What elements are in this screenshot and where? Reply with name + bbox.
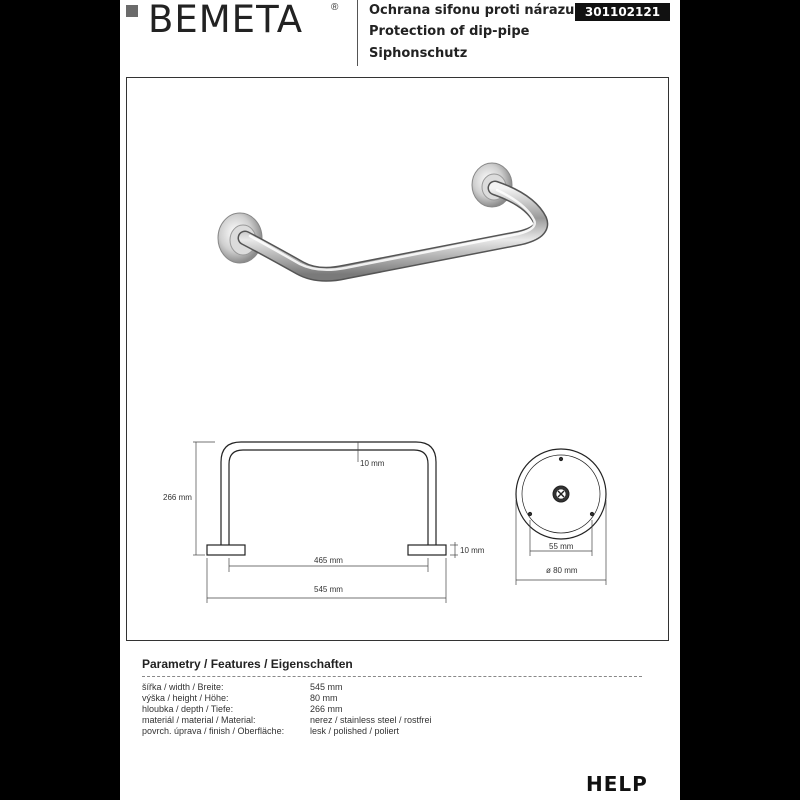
plate-front-view (516, 449, 606, 539)
param-value-width: 545 mm (310, 682, 343, 692)
product-code-badge: 301102121 (575, 3, 670, 21)
dim-base-label: 10 mm (460, 546, 485, 555)
dim-inner-width-label: 465 mm (314, 556, 343, 565)
dim-plate-inner-label: 55 mm (549, 542, 574, 551)
param-value-depth: 266 mm (310, 704, 343, 714)
dimension-lines (193, 442, 458, 603)
param-label-finish: povrch. úprava / finish / Oberfläche: (142, 726, 285, 736)
param-label-height: výška / height / Höhe: (142, 693, 229, 703)
brand-logo: BEMETA (148, 0, 304, 41)
param-label-material: materiál / material / Material: (142, 715, 256, 725)
title-english: Protection of dip-pipe (369, 24, 530, 39)
title-german: Siphonschutz (369, 46, 468, 61)
param-label-width: šířka / width / Breite: (142, 682, 224, 692)
product-photo (218, 163, 541, 274)
dim-depth-label: 266 mm (163, 493, 192, 502)
dim-tube-label: 10 mm (360, 459, 385, 468)
param-value-finish: lesk / polished / poliert (310, 726, 400, 736)
params-divider (142, 676, 642, 677)
registered-mark: ® (331, 2, 339, 13)
side-view-drawing (207, 442, 446, 555)
param-value-height: 80 mm (310, 693, 338, 703)
series-name: HELP (586, 772, 648, 796)
dim-plate-diameter-label: ø 80 mm (546, 566, 578, 575)
title-czech: Ochrana sifonu proti nárazu (369, 3, 575, 18)
param-value-material: nerez / stainless steel / rostfrei (310, 715, 432, 725)
dim-total-width-label: 545 mm (314, 585, 343, 594)
param-label-depth: hloubka / depth / Tiefe: (142, 704, 234, 714)
params-heading: Parametry / Features / Eigenschaften (142, 657, 353, 671)
